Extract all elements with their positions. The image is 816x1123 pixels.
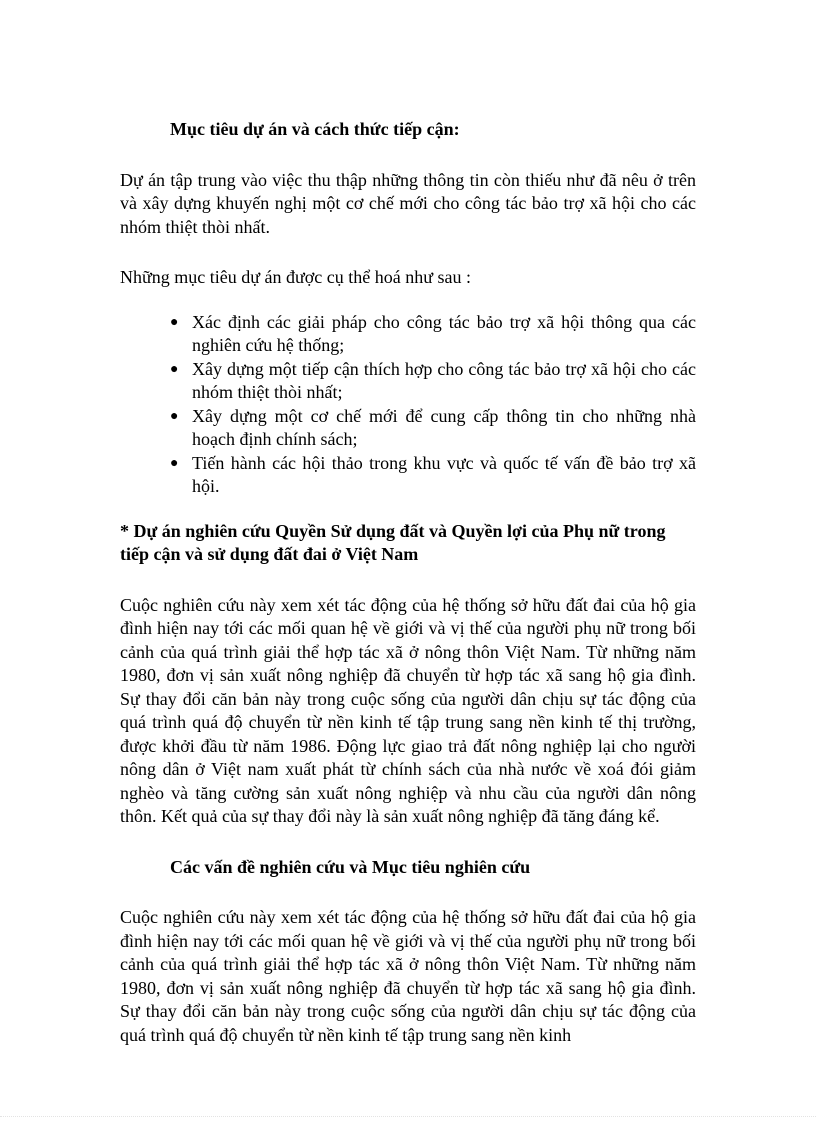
list-item <box>170 405 696 452</box>
spacer <box>120 879 696 906</box>
list-item-text: Xây dựng một cơ chế mới để cung cấp thông tin cho những nhà hoạch định chính sách; <box>192 405 696 449</box>
section-heading-research-issues: Các vấn đề nghiên cứu và Mục tiêu nghiên cứu <box>170 856 531 877</box>
paragraph-land-rights-study: Cuộc nghiên cứu này xem xét tác động của hệ thống sở hữu đất đai của hộ gia đình hiện nay tới các mối quan hệ về giới và vị thế của người phụ nữ trong bối cảnh của quá trình giải thể hợp tác xã ở nông thôn Việt Nam. Từ những năm 1980, đơn vị sản xuất nông nghiệp đã chuyển từ hợp tác xã sang hộ gia đình. Sự thay đổi căn bản này trong cuộc sống của người dân chịu sự tác động của quá trình quá độ chuyển từ nền kinh tế tập trung sang nền kinh tế thị trường, được khởi đầu từ năm 1986. Động lực giao trả đất nông nghiệp lại cho người nông dân ở Việt nam xuất phát từ chính sách của nhà nước về xoá đói giảm nghèo và tăng cường sản xuất nông nghiệp và nhu cầu của người dân nông thôn. Kết quả của sự thay đổi này là sản xuất nông nghiệp đã tăng đáng kể. <box>120 594 696 826</box>
section-heading-objectives: Mục tiêu dự án và cách thức tiếp cận: <box>170 119 460 139</box>
list-item-text: Xây dựng một tiếp cận thích hợp cho công tác bảo trợ xã hội cho các nhóm thiệt thòi nhất; <box>192 358 696 402</box>
spacer <box>120 499 696 520</box>
spacer <box>120 829 696 856</box>
paragraph-objectives-intro: Những mục tiêu dự án được cụ thể hoá như sau : <box>120 267 471 287</box>
section-heading-land-rights: * Dự án nghiên cứu Quyền Sử dụng đất và Quyền lợi của Phụ nữ trong tiếp cận và sử dụng đất đai ở Việt Nam <box>120 520 666 564</box>
page-bottom-border <box>0 1116 816 1117</box>
spacer <box>120 290 696 311</box>
paragraph-project-focus: Dự án tập trung vào việc thu thập những thông tin còn thiếu như đã nêu ở trên và xây dựng khuyến nghị một cơ chế mới cho công tác bảo trợ xã hội cho các nhóm thiệt thòi nhất. <box>120 169 696 237</box>
bullet-dot-icon: ● <box>170 408 179 424</box>
list-item-text: Tiến hành các hội thảo trong khu vực và quốc tế vấn đề bảo trợ xã hội. <box>192 452 696 496</box>
document-body <box>120 118 696 1047</box>
spacer <box>120 239 696 266</box>
spacer <box>120 567 696 594</box>
list-item <box>170 311 696 358</box>
spacer <box>120 142 696 169</box>
objectives-list <box>120 311 696 499</box>
bullet-dot-icon: ● <box>170 314 179 330</box>
list-item <box>170 452 696 499</box>
paragraph-research-issues: Cuộc nghiên cứu này xem xét tác động của hệ thống sở hữu đất đai của hộ gia đình hiện nay tới các mối quan hệ về giới và vị thế của người phụ nữ trong bối cảnh của quá trình giải thể hợp tác xã ở nông thôn Việt Nam. Từ những năm 1980, đơn vị sản xuất nông nghiệp đã chuyển từ hợp tác xã sang hộ gia đình. Sự thay đổi căn bản này trong cuộc sống của người dân chịu sự tác động của quá trình quá độ chuyển từ nền kinh tế tập trung sang nền kinh <box>120 907 696 1045</box>
bullet-dot-icon: ● <box>170 455 179 471</box>
list-item-text: Xác định các giải pháp cho công tác bảo trợ xã hội thông qua các nghiên cứu hệ thống; <box>192 311 696 355</box>
bullet-dot-icon: ● <box>170 361 179 377</box>
list-item <box>170 358 696 405</box>
